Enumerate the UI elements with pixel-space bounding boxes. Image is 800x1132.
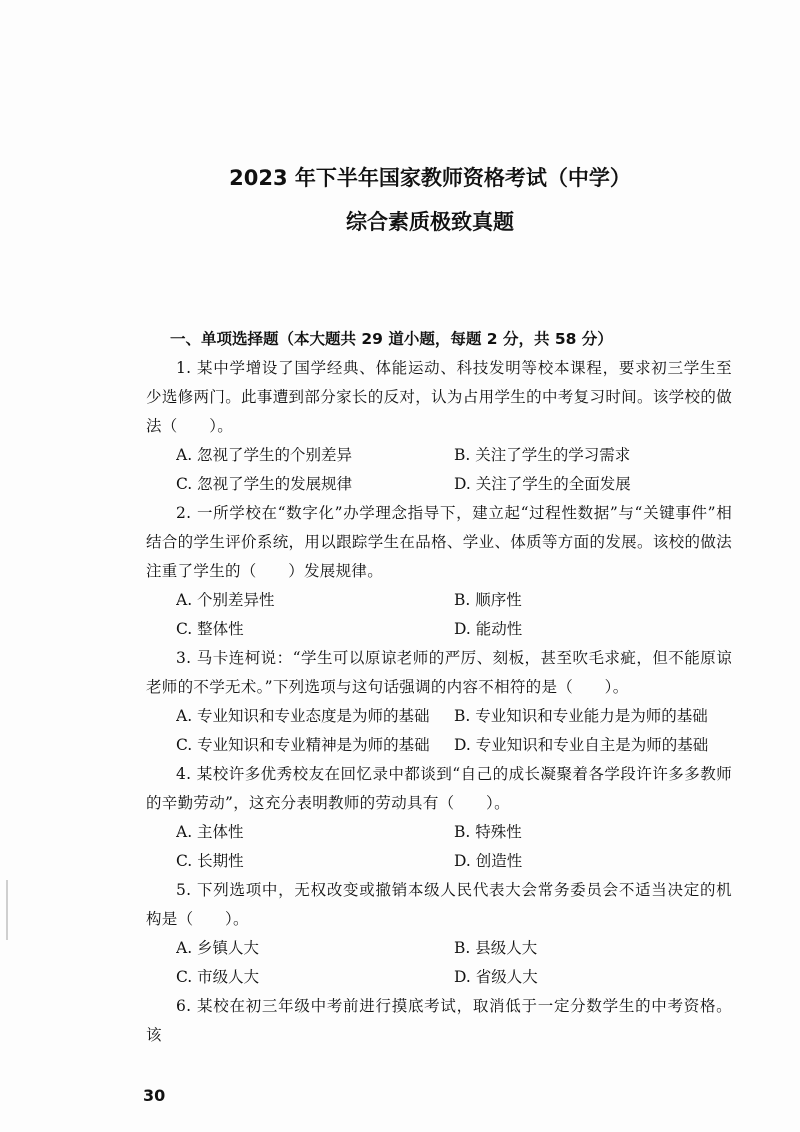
question-stem: 2. 一所学校在“数字化”办学理念指导下，建立起“过程性数据”与“关键事件”相结合的学生评价系统，用以跟踪学生在品格、学业、体质等方面的发展。该校的做法注重了学生的（ ）发展规律。 [146,504,732,580]
option-a: A. 专业知识和专业态度是为师的基础 [176,707,430,725]
option-d: D. 关注了学生的全面发展 [454,475,631,493]
option-c: C. 忽视了学生的发展规律 [176,475,353,493]
option-group [146,441,732,499]
question-stem: 1. 某中学增设了国学经典、体能运动、科技发明等校本课程，要求初三学生至少选修两门。此事遭到部分家长的反对，认为占用学生的中考复习时间。该学校的做法（ ）。 [146,359,732,435]
question-list [146,325,732,1050]
section-header: 一、单项选择题（本大题共 29 道小题，每题 2 分，共 58 分） [170,330,613,348]
option-d: D. 创造性 [454,852,523,870]
question-6 [146,992,732,1050]
question-2 [146,499,732,644]
question-stem: 4. 某校许多优秀校友在回忆录中都谈到“自己的成长凝聚着各学段许许多多教师的辛勤劳动”，这充分表明教师的劳动具有（ ）。 [146,765,732,812]
option-d: D. 省级人大 [454,968,538,986]
option-group [146,586,732,644]
option-group [146,934,732,992]
option-d: D. 能动性 [454,620,523,638]
option-group [146,818,732,876]
option-b: B. 专业知识和专业能力是为师的基础 [454,707,708,725]
page-title: 2023 年下半年国家教师资格考试（中学） [229,166,631,190]
question-3 [146,644,732,760]
question-stem: 6. 某校在初三年级中考前进行摸底考试，取消低于一定分数学生的中考资格。该 [146,997,732,1044]
option-c: C. 市级人大 [176,968,260,986]
option-a: A. 乡镇人大 [176,939,260,957]
option-c: C. 整体性 [176,620,244,638]
option-group [146,702,732,760]
question-stem: 3. 马卡连柯说：“学生可以原谅老师的严厉、刻板，甚至吹毛求疵，但不能原谅老师的不学无术。”下列选项与这句话强调的内容不相符的是（ ）。 [146,649,732,696]
option-a: A. 个别差异性 [176,591,275,609]
option-b: B. 特殊性 [454,823,522,841]
option-a: A. 主体性 [176,823,244,841]
option-a: A. 忽视了学生的个别差异 [176,446,353,464]
question-5 [146,876,732,992]
question-stem: 5. 下列选项中，无权改变或撤销本级人民代表大会常务委员会不适当决定的机构是（ ）。 [146,881,732,928]
question-1 [146,354,732,499]
page-subtitle: 综合素质极致真题 [346,210,514,234]
title-block [0,162,800,238]
page-number: 30 [143,1086,166,1105]
option-c: C. 长期性 [176,852,244,870]
option-b: B. 顺序性 [454,591,522,609]
option-d: D. 专业知识和专业自主是为师的基础 [454,736,709,754]
scan-edge-mark [6,880,8,940]
option-b: B. 县级人大 [454,939,538,957]
option-c: C. 专业知识和专业精神是为师的基础 [176,736,430,754]
option-b: B. 关注了学生的学习需求 [454,446,631,464]
question-4 [146,760,732,876]
